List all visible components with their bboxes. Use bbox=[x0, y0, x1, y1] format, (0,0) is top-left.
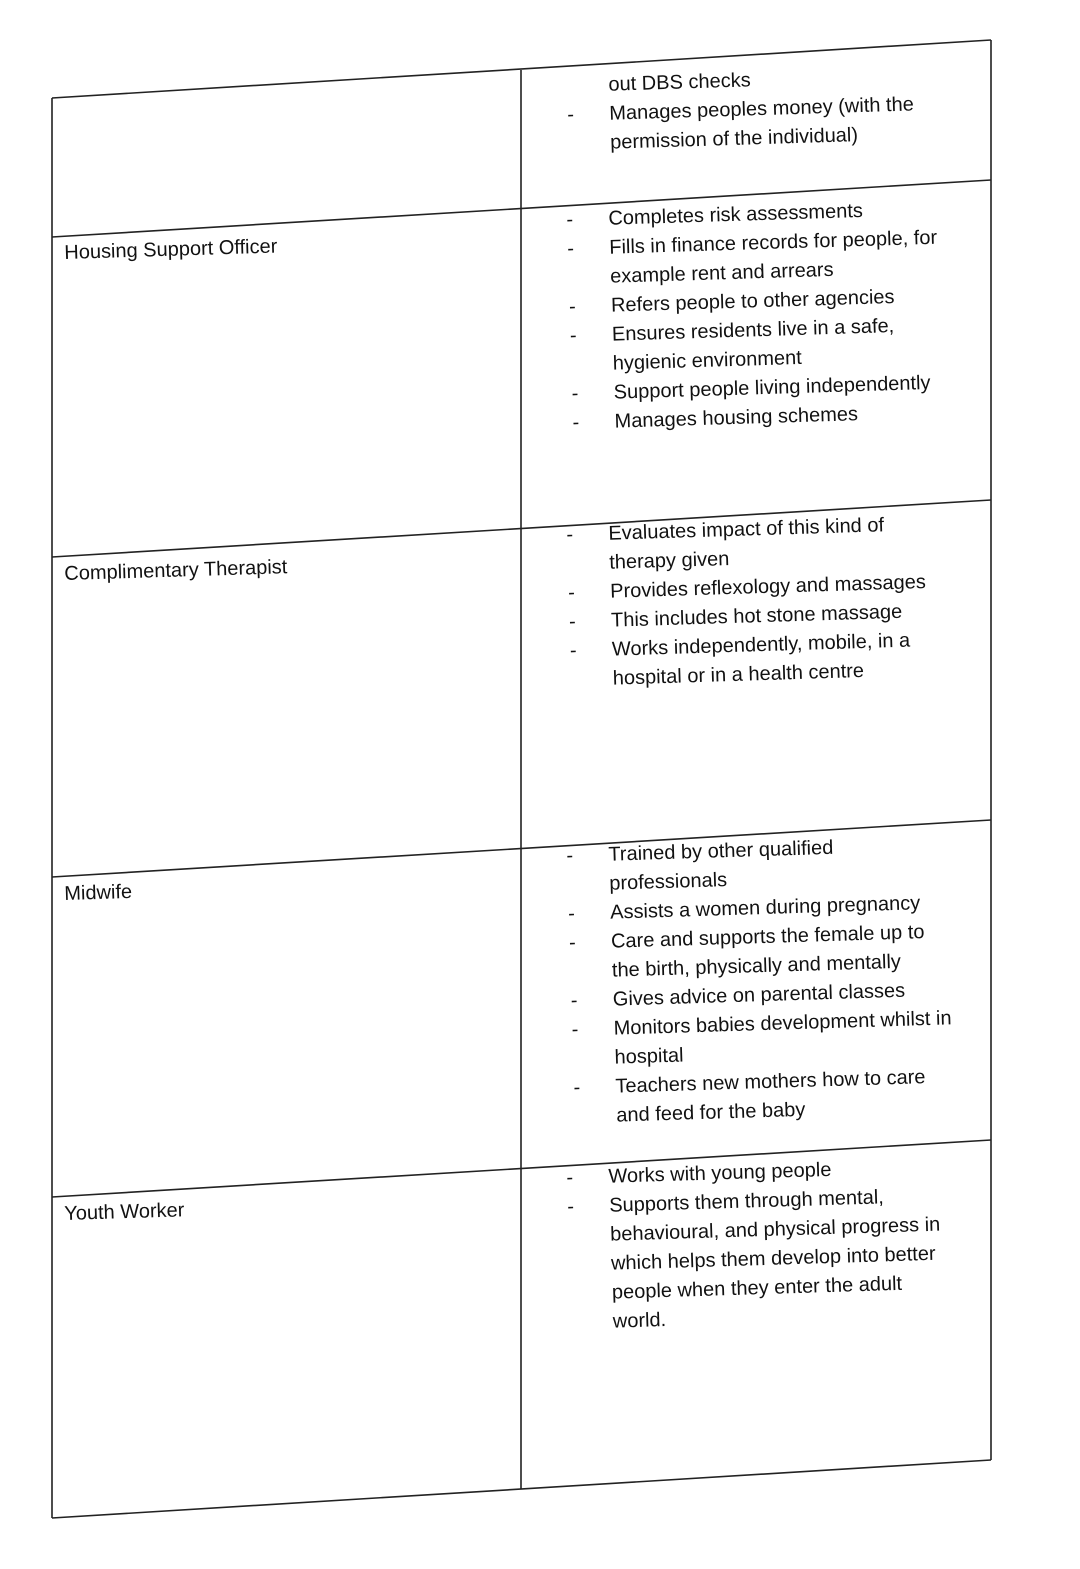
duty-item: - Assists a women during pregnancy bbox=[568, 888, 949, 929]
bullet-dash: - bbox=[567, 581, 576, 604]
bullet-dash: - bbox=[566, 523, 574, 546]
bullet-dash: - bbox=[567, 902, 576, 925]
duty-item: - Trained by other qualified professionals bbox=[566, 836, 834, 895]
bullet-dash: - bbox=[566, 1166, 574, 1189]
bullet-dash: - bbox=[568, 610, 577, 633]
duty-item: - Manages housing schemes bbox=[572, 397, 953, 438]
duty-item: - Monitors babies development whilst in hospital bbox=[571, 1007, 952, 1069]
duty-item: - Refers people to other agencies bbox=[569, 281, 950, 322]
bullet-dash: - bbox=[571, 1018, 579, 1041]
duty-item: - Works independently, mobile, in a hospital or in a health centre bbox=[569, 629, 911, 690]
bullet-dash: - bbox=[573, 1076, 581, 1099]
duty-item: - Supports them through mental, behavioural, and physical progress in which helps them develop into better people when they enter the adult world. bbox=[566, 1186, 941, 1333]
duty-item: - Ensures residents live in a safe, hygienic environment bbox=[569, 315, 895, 375]
role-housing-support-officer: Housing Support Officer bbox=[64, 235, 278, 264]
role-midwife: Midwife bbox=[64, 880, 133, 905]
role-youth-worker: Youth Worker bbox=[64, 1199, 185, 1225]
duty-item: - Works with young people bbox=[566, 1152, 947, 1193]
duty-item: - Provides reflexology and massages bbox=[568, 567, 949, 608]
row-2-duties bbox=[566, 509, 951, 695]
bullet-dash: - bbox=[569, 639, 577, 662]
duty-item: - Gives advice on parental classes bbox=[570, 975, 951, 1016]
bullet-dash: - bbox=[566, 208, 574, 231]
bullet-dash: - bbox=[566, 237, 575, 260]
duty-item: - Completes risk assessments bbox=[566, 194, 947, 235]
bullet-dash: - bbox=[566, 103, 575, 126]
duty-item: - Evaluates impact of this kind of therapy given bbox=[566, 514, 885, 574]
duty-item: - This includes hot stone massage bbox=[569, 596, 950, 637]
role-complimentary-therapist: Complimentary Therapist bbox=[64, 556, 288, 585]
duty-item: - Fills in finance records for people, for example rent and arrears bbox=[566, 226, 938, 288]
duty-item: - Manages peoples money (with the permission of the individual) bbox=[566, 93, 915, 154]
row-3-duties bbox=[566, 830, 955, 1131]
duty-item: - Care and supports the female up to the birth, physically and mentally bbox=[568, 921, 925, 982]
bullet-dash: - bbox=[566, 1195, 575, 1218]
bullet-dash: - bbox=[568, 295, 577, 318]
bullet-dash: - bbox=[571, 382, 579, 405]
duty-item: out DBS checks bbox=[608, 69, 751, 96]
duty-item: - Teachers new mothers how to care and feed for the baby bbox=[573, 1066, 926, 1127]
bullet-dash: - bbox=[572, 411, 580, 434]
row-1-duties bbox=[566, 194, 953, 437]
duty-item: - Support people living independently bbox=[571, 368, 952, 409]
bullet-dash: - bbox=[570, 989, 578, 1012]
row-0-duties bbox=[566, 60, 948, 159]
bullet-dash: - bbox=[569, 324, 577, 347]
bullet-dash: - bbox=[566, 844, 574, 867]
bullet-dash: - bbox=[568, 931, 577, 954]
row-4-duties bbox=[566, 1152, 951, 1338]
